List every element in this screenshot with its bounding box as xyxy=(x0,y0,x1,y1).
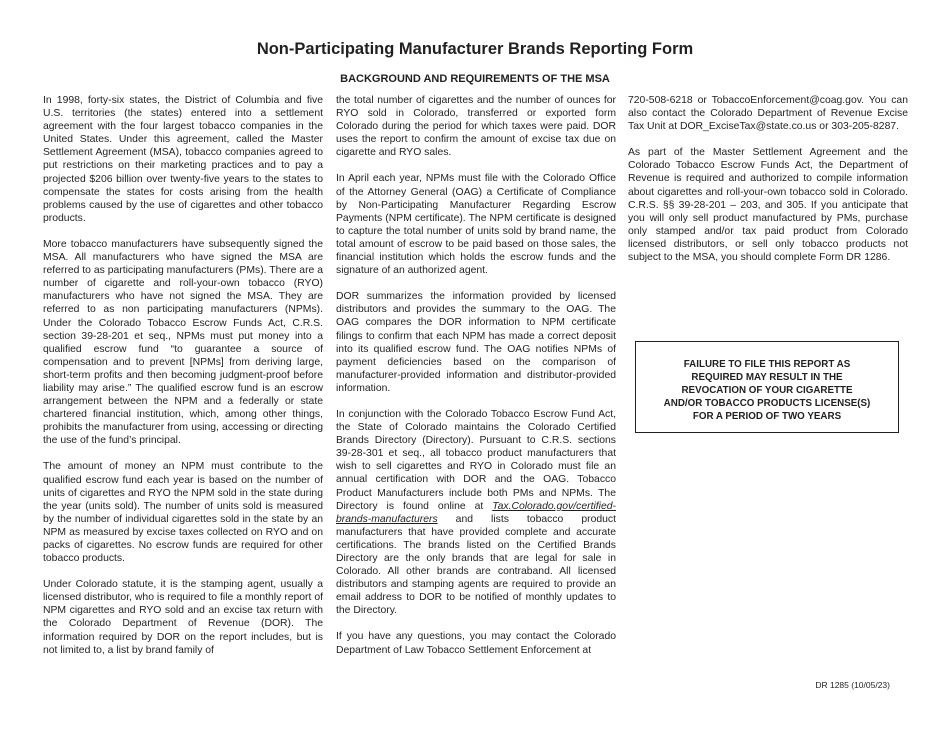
warning-line: FAILURE TO FILE THIS REPORT AS xyxy=(683,358,851,370)
column-3 xyxy=(628,94,908,277)
page-title: Non-Participating Manufacturer Brands Reporting Form xyxy=(256,40,694,58)
paragraph-dor-authority: As part of the Master Settlement Agreement and the Colorado Tobacco Escrow Funds Act, the Department of Revenue is required and authorized to compile information about cigarettes and roll-your-own tobacco sold in Colorado. C.R.S. §§ 39-28-201 – 203, and 305. If you anticipate that you will only sell product manufactured by PMs, purchase only stamped and/or tax paid product from Colorado licensed distributors, or sell only tobacco products not subject to the MSA, you should complete Form DR 1286. xyxy=(628,147,908,264)
paragraph-dor-summary: DOR summarizes the information provided by licensed distributors and provides the summary to the OAG. The OAG compares the DOR information to NPM certificate filings to confirm that each NPM has made a correct deposit into its qualified escrow fund. The OAG notifies NPMs of payment deficiencies based on the comparison of manufacturer-provided information and distributor-provided information. xyxy=(336,291,616,394)
column-2 xyxy=(336,94,616,670)
warning-box xyxy=(635,341,899,433)
paragraph-contact-details: 720-508-6218 or TobaccoEnforcement@coag.gov. You can also contact the Colorado Department of Revenue Excise Tax Unit at DOR_ExciseTax@state.co.us or 303-205-8287. xyxy=(628,95,908,133)
paragraph-participating-manufacturers: More tobacco manufacturers have subsequently signed the MSA. All manufacturers who have signed the MSA are referred to as participating manufacturers (PMs). There are a number of cigarette and roll-your-own tobacco (RYO) manufacturers who have not signed the MSA. They are referred to as non participating manufacturers (NPMs). Under the Colorado Tobacco Escrow Funds Act, C.R.S. section 39-28-201 et seq., NPMs must put money into a qualified escrow fund “to guarantee a source of compensation and to prevent [NPMs] from deriving large, short-term profits and then becoming judgment-proof before liability may arise.” The qualified escrow fund is an escrow arrangement between the NPM and a federally or state chartered financial institution, which, among other things, prohibits the manufacturer from using, accessing or directing the use of the fund’s principal. xyxy=(43,238,323,447)
paragraph-contact-intro: If you have any questions, you may contact the Colorado Department of Law Tobacco Settlement Enforcement at xyxy=(336,631,616,656)
warning-text xyxy=(664,352,871,423)
paragraph-escrow-amount: The amount of money an NPM must contribute to the qualified escrow fund each year is based on the number of units of cigarettes and RYO the NPM sold in the state during the year (units sold). The number of units sold is measured by the number of individual cigarettes sold in the state by an NPM as measured by excise taxes collected on RYO and on packs of cigarettes. No escrow funds are required for other tobacco products. xyxy=(43,461,323,565)
section-heading: BACKGROUND AND REQUIREMENTS OF THE MSA xyxy=(340,73,610,85)
directory-link[interactable]: Tax.Colorado.gov/certified-brands-manufacturers xyxy=(336,500,616,525)
paragraph-report-usage: the total number of cigarettes and the number of ounces for RYO sold in Colorado, transferred or exported form Colorado during the period for which taxes were paid. DOR uses the report to confirm the amount of excise tax due on cigarette and RYO sales. xyxy=(336,95,616,159)
directory-text-start: In conjunction with the Colorado Tobacco Escrow Fund Act, the State of Colorado maintains the Colorado Certified Brands Directory (Directory). Pursuant to C.R.S. sections 39-28-301 et seq., all tobacco product manufacturers that wish to sell cigarettes and RYO in Colorado must file an annual certification with DOR and the OAG. Tobacco Product Manufacturers include both PMs and NPMs. The Directory is found online at xyxy=(336,408,616,512)
directory-text-end: and lists tobacco product manufacturers that have provided complete and accurate certifications. The brands listed on the Certified Brands Directory are the only brands that are legal for sale in Colorado. All other brands are contraband. All licensed distributors and stamping agents are required to provide an email address to DOR to be notified of monthly updates to the Directory. xyxy=(336,513,616,617)
paragraph-stamping-agent: Under Colorado statute, it is the stamping agent, usually a licensed distributor, who is required to file a monthly report of NPM cigarettes and RYO sold and an excise tax return with the Colorado Department of Revenue (DOR). The information required by DOR on the report includes, but is not limited to, a list by brand family of xyxy=(43,579,323,656)
warning-line: FOR A PERIOD OF TWO YEARS xyxy=(692,410,842,422)
warning-line: REVOCATION OF YOUR CIGARETTE xyxy=(681,384,853,396)
paragraph-msa-history: In 1998, forty-six states, the District of Columbia and five U.S. territories (the states) entered into a settlement agreement with the four largest tobacco companies in the United States. Under this agreement, called the Master Settlement Agreement (MSA), tobacco companies agreed to put restrictions on their marketing practices and to pay a projected $206 billion over twenty-five years to the states to compensate the states for costs arising from the health problems caused by the use of cigarettes and other tobacco products. xyxy=(43,95,323,224)
paragraph-npm-certificate: In April each year, NPMs must file with the Colorado Office of the Attorney General (OAG) a Certificate of Compliance by Non-Participating Manufacturer Regarding Escrow Payments (NPM certificate). The NPM certificate is designed to capture the total number of units sold by brand name, the total amount of escrow to be paid based on those sales, the financial institution which holds the escrow funds and the signature of an authorized agent. xyxy=(336,173,616,277)
warning-line: AND/OR TOBACCO PRODUCTS LICENSE(S) xyxy=(663,397,871,409)
warning-line: REQUIRED MAY RESULT IN THE xyxy=(691,371,843,383)
column-1 xyxy=(43,94,323,670)
paragraph-certified-directory xyxy=(336,408,616,618)
form-number: DR 1285 (10/05/23) xyxy=(815,680,890,690)
